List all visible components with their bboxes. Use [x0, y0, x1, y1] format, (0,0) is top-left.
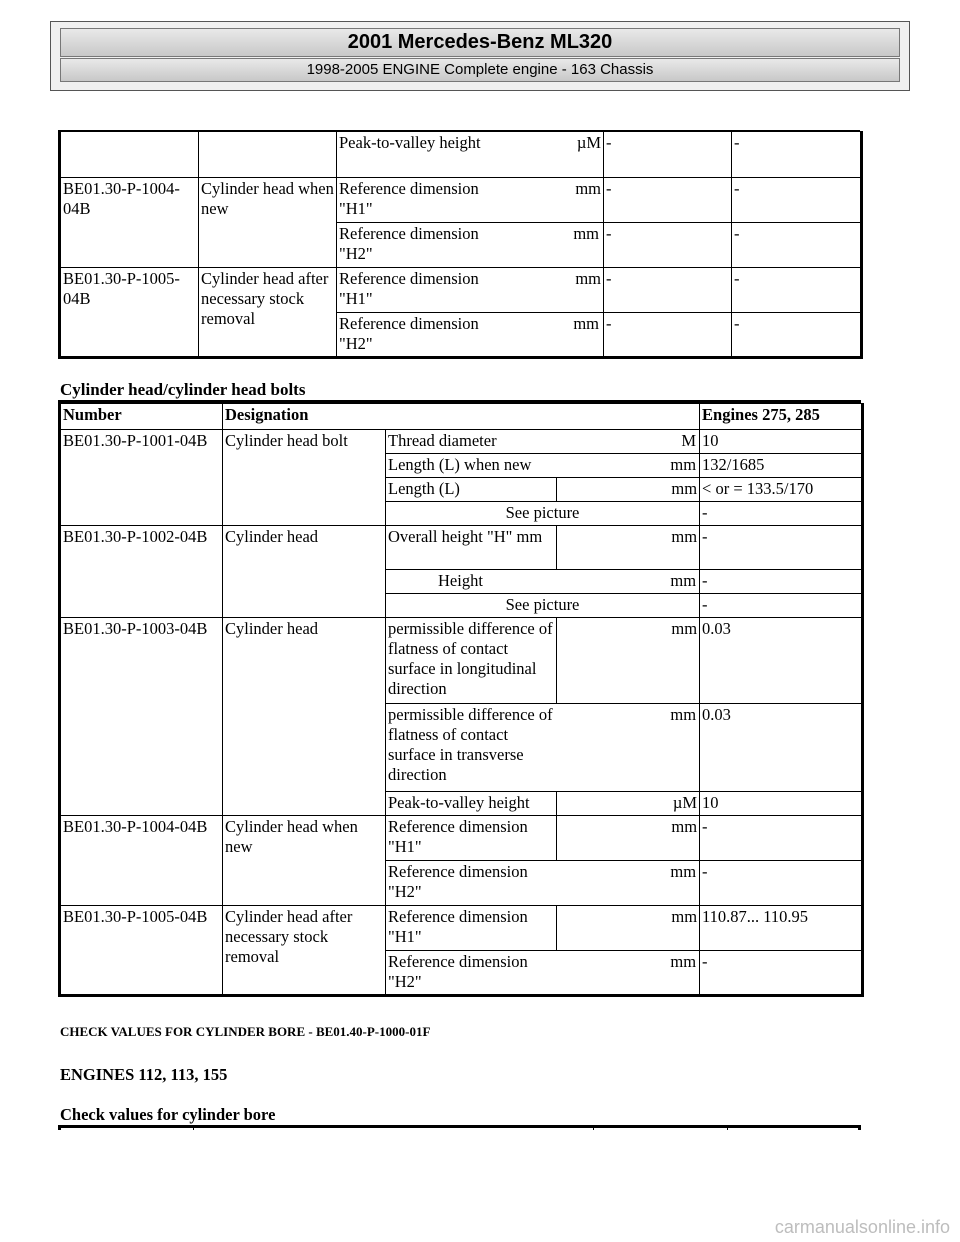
table2 [58, 403, 864, 997]
column-header-number: Number [60, 404, 223, 430]
table-cell: BE01.30-P-1004-04B [60, 178, 199, 268]
table-header-row [60, 404, 863, 430]
table-cell: - [700, 594, 863, 618]
table-cell: mm [557, 816, 700, 861]
table-cell: Length (L) [386, 478, 557, 502]
table-cell: Cylinder head bolt [223, 430, 386, 526]
table-cell: - [732, 132, 862, 178]
table-cell-unit: mm [573, 314, 599, 333]
table-cell-label: Reference dimension "H2" [388, 862, 528, 901]
table-cell: - [604, 223, 732, 268]
table-cell: Cylinder head [223, 526, 386, 618]
table-cell: - [700, 526, 863, 570]
table-cell: Reference dimension "H1" [337, 268, 487, 313]
check-values-heading: CHECK VALUES FOR CYLINDER BORE - BE01.40-P-1000-01F [60, 1024, 431, 1039]
table-cell: Cylinder head [223, 618, 386, 816]
table-cell: 110.87... 110.95 [700, 906, 863, 951]
table-row [60, 906, 863, 951]
table-cell-unit: mm [670, 705, 697, 724]
table-cell: 0.03 [700, 704, 863, 792]
table-cell [386, 951, 700, 996]
table-cell: BE01.30-P-1003-04B [60, 618, 223, 816]
table-cell: BE01.30-P-1002-04B [60, 526, 223, 618]
table-cell: - [700, 861, 863, 906]
table-cell: - [700, 816, 863, 861]
table-cell: BE01.30-P-1005-04B [60, 268, 199, 358]
table-cell [60, 132, 199, 178]
table-cell: Cylinder head when new [199, 178, 337, 268]
table-row [60, 132, 862, 178]
table-cell: < or = 133.5/170 [700, 478, 863, 502]
table-cell: Reference dimension "H1" [337, 178, 487, 223]
table-row [60, 816, 863, 861]
table-cell: 132/1685 [700, 454, 863, 478]
table-cell: Cylinder head when new [223, 816, 386, 906]
table-cell [386, 704, 700, 792]
document-subtitle: 1998-2005 ENGINE Complete engine - 163 Chassis [60, 58, 900, 82]
page-header [50, 21, 910, 91]
table3-left-border [58, 1125, 61, 1130]
column-header-engines: Engines 275, 285 [700, 404, 863, 430]
table-cell [386, 454, 700, 478]
table-cell: - [732, 268, 862, 313]
table-cell-label: Height [438, 571, 483, 590]
table-cell: - [700, 570, 863, 594]
table-row [60, 430, 863, 454]
table-cell [337, 223, 604, 268]
table-cell: Peak-to-valley height [337, 132, 487, 178]
table-cell: - [700, 502, 863, 526]
table-cell: Cylinder head after necessary stock removal [199, 268, 337, 358]
table-cell-label: Length (L) when new [388, 455, 532, 474]
table-cell: See picture [386, 594, 700, 618]
table-cell: - [732, 313, 862, 358]
table-cell [337, 313, 604, 358]
table-row [60, 268, 862, 313]
table1 [58, 131, 863, 359]
table-cell: BE01.30-P-1005-04B [60, 906, 223, 996]
watermark: carmanualsonline.info [774, 1217, 950, 1237]
table-cell: µM [557, 792, 700, 816]
table-cell-unit: mm [670, 952, 697, 971]
table-cell: Reference dimension "H1" [386, 816, 557, 861]
table-cell: - [732, 178, 862, 223]
table-cell-unit: mm [670, 455, 697, 474]
table-row [60, 178, 862, 223]
table-cell: BE01.30-P-1004-04B [60, 816, 223, 906]
table3-right-border [858, 1125, 861, 1130]
table-cell [386, 861, 700, 906]
table-cell-unit: mm [573, 224, 599, 243]
table-cell-unit: M [681, 431, 697, 450]
document-title: 2001 Mercedes-Benz ML320 [60, 28, 900, 57]
table-cell: Cylinder head after necessary stock removal [223, 906, 386, 996]
table-cell: mm [557, 906, 700, 951]
table-cell: - [604, 178, 732, 223]
table-cell [386, 570, 700, 594]
table-cell: - [604, 132, 732, 178]
table-cell: mm [557, 478, 700, 502]
table-cell: - [604, 313, 732, 358]
table-cell: 0.03 [700, 618, 863, 704]
table-cell: mm [487, 268, 604, 313]
table-cell-label: Thread diameter [388, 431, 497, 450]
table-cell [386, 430, 700, 454]
table3-column-divider [727, 1125, 728, 1130]
table-cell: mm [557, 526, 700, 570]
table3-top-border [58, 1125, 861, 1128]
table-cell: - [700, 951, 863, 996]
table-cell: Overall height "H" mm [386, 526, 557, 570]
table-cell: 10 [700, 792, 863, 816]
table-cell-label: permissible difference of flatness of contact surface in transverse direction [388, 705, 553, 784]
table-cell-unit: mm [670, 571, 697, 590]
table-cell: - [732, 223, 862, 268]
column-header-designation: Designation [223, 404, 700, 430]
table-cell: Peak-to-valley height [386, 792, 557, 816]
table-cell: 10 [700, 430, 863, 454]
table-cell: BE01.30-P-1001-04B [60, 430, 223, 526]
table-cell: See picture [386, 502, 700, 526]
table3-column-divider [593, 1125, 594, 1130]
table-cell: mm [557, 618, 700, 704]
table-cell: - [604, 268, 732, 313]
table-cell [199, 132, 337, 178]
table-cell-label: Reference dimension "H2" [388, 952, 528, 991]
table-cell: permissible difference of flatness of contact surface in longitudinal direction [386, 618, 557, 704]
table3-column-divider [193, 1125, 194, 1130]
table-cell-unit: mm [670, 862, 697, 881]
section-heading: Cylinder head/cylinder head bolts [60, 380, 306, 399]
table-cell: Reference dimension "H1" [386, 906, 557, 951]
table-row [60, 526, 863, 570]
table-cell: µM [487, 132, 604, 178]
table-cell-label: Reference dimension "H2" [339, 224, 479, 263]
check-values-subheading: Check values for cylinder bore [60, 1105, 276, 1124]
table-row [60, 618, 863, 704]
table-cell: mm [487, 178, 604, 223]
table-cell-label: Reference dimension "H2" [339, 314, 479, 353]
engines-heading: ENGINES 112, 113, 155 [60, 1065, 228, 1084]
